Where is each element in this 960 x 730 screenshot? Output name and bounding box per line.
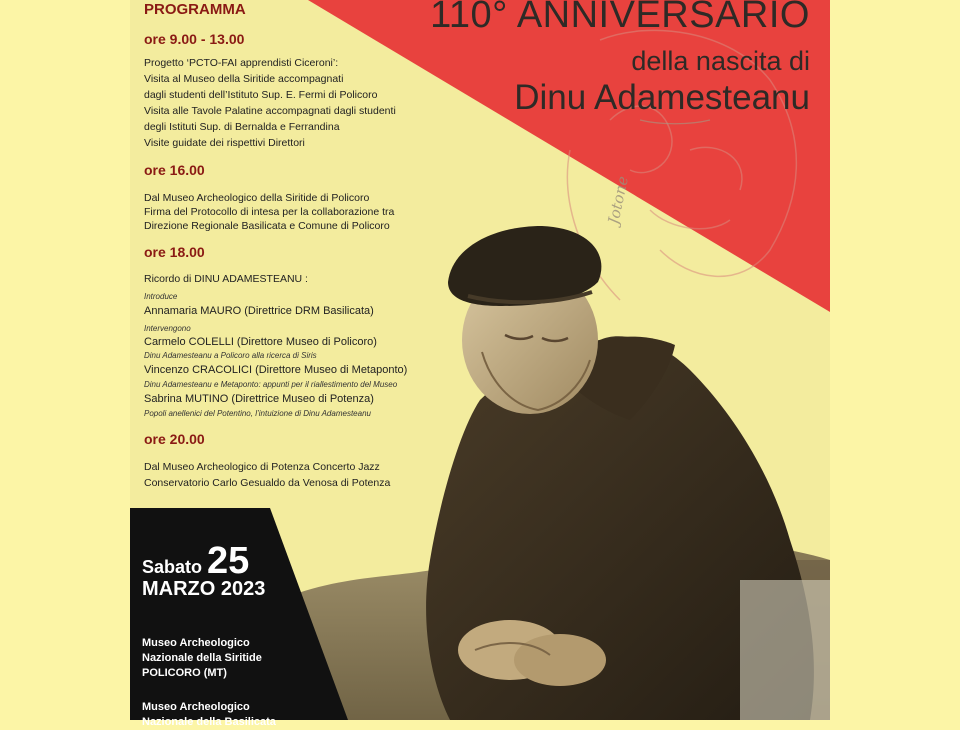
anniversary-subtitle: della nascita di (631, 46, 810, 76)
speaker-line: Sabrina MUTINO (Direttrice Museo di Potenza) (144, 393, 374, 405)
program-line: Dal Museo Archeologico della Siritide di Policoro (144, 192, 370, 204)
speaker-line: Vincenzo CRACOLICI (Direttore Museo di Metaponto) (144, 364, 408, 376)
signature-text: Jotone (604, 174, 633, 226)
program-line: Firma del Protocollo di intesa per la collaborazione tra (144, 206, 395, 218)
program-line: Conservatorio Carlo Gesualdo da Venosa di Potenza (144, 477, 391, 489)
program-line: Visita al Museo della Siritide accompagnati (144, 73, 344, 85)
program-line: Direzione Regionale Basilicata e Comune di Policoro (144, 220, 390, 232)
anniversary-title: 110° ANNIVERSARIO (430, 0, 810, 36)
program-heading: PROGRAMMA (144, 1, 246, 18)
time-slot-3: ore 18.00 (144, 244, 205, 260)
venue-line: Nazionale della Basilicata (142, 716, 276, 728)
program-line: Visita alle Tavole Palatine accompagnati dagli studenti (144, 105, 396, 117)
speaker-line: Carmelo COLELLI (Direttore Museo di Policoro) (144, 336, 377, 348)
honoree-name: Dinu Adamesteanu (514, 78, 810, 117)
venue-line: Museo Archeologico (142, 701, 250, 713)
event-date (142, 540, 249, 583)
venue-line: Nazionale della Siritide (142, 652, 262, 664)
talk-title: Dinu Adamesteanu e Metaponto: appunti per il riallestimento del Museo (144, 380, 398, 389)
event-poster (130, 0, 830, 728)
program-line: Visite guidate dei rispettivi Direttori (144, 137, 305, 149)
talk-title: Popoli anellenici del Potentino, l’intuizione di Dinu Adamesteanu (144, 409, 371, 418)
venue-potenza (142, 700, 276, 730)
time-slot-1: ore 9.00 - 13.00 (144, 31, 245, 47)
venue-line: Museo Archeologico (142, 637, 250, 649)
program-line: degli Istituti Sup. di Bernalda e Ferrandina (144, 121, 340, 133)
talk-title: Dinu Adamesteanu a Policoro alla ricerca di Siris (144, 351, 317, 360)
program-line: Dal Museo Archeologico di Potenza Concerto Jazz (144, 461, 380, 473)
date-weekday: Sabato (142, 557, 203, 577)
program-line: Progetto ‘PCTO-FAI apprendisti Ciceroni’: (144, 57, 339, 69)
venue-line: POLICORO (MT) (142, 667, 227, 679)
program-italic-note: Intervengono (144, 324, 191, 333)
program-line: dagli studenti dell’Istituto Sup. E. Fermi di Policoro (144, 89, 378, 101)
date-day: 25 (207, 540, 250, 582)
date-month-year: MARZO 2023 (142, 578, 266, 600)
speaker-line: Annamaria MAURO (Direttrice DRM Basilicata) (144, 305, 374, 317)
venue-policoro (142, 636, 262, 681)
time-slot-2: ore 16.00 (144, 162, 205, 178)
time-slot-4: ore 20.00 (144, 431, 205, 447)
program-italic-note: Introduce (144, 292, 178, 301)
program-line: Ricordo di DINU ADAMESTEANU : (144, 273, 308, 285)
